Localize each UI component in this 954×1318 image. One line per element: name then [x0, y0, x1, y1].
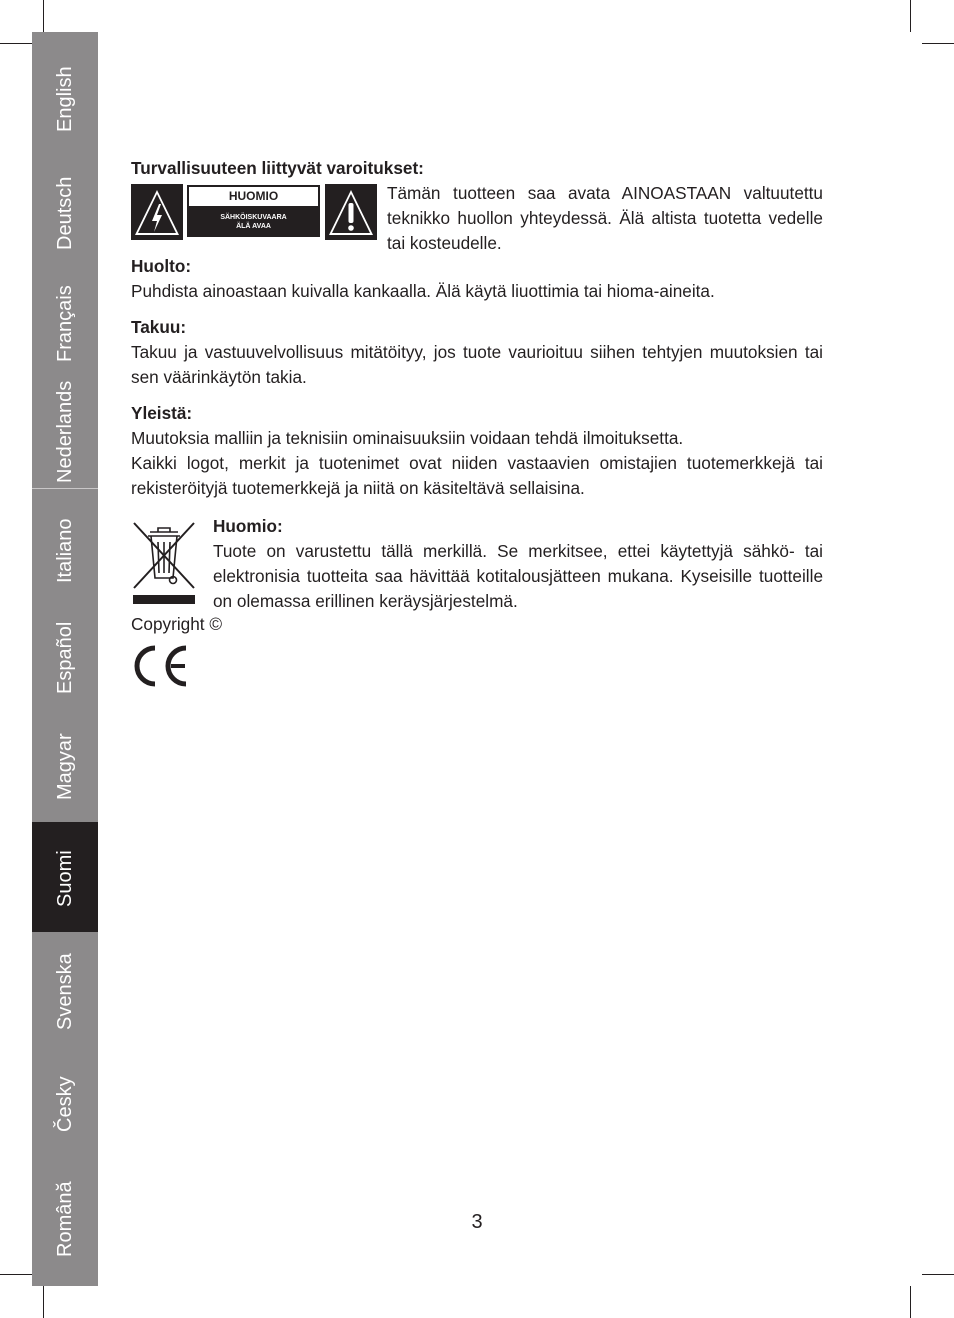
safety-heading: Turvallisuuteen liittyvät varoitukset:	[131, 158, 424, 178]
sidebar-divider	[32, 488, 98, 489]
language-tab-deutsch[interactable]	[32, 141, 98, 255]
notice-text: Tuote on varustettu tällä merkillä. Se merkitsee, ettei käytettyjä sähkö- tai elektronisia tuotteita saa hävittää kotitalousjätteen mukana. Kyseisille tuotteille on olemassa erillinen keräysjärjestelmä.	[213, 541, 823, 611]
language-tab-label: English	[54, 66, 76, 132]
language-tab-label: Español	[54, 621, 76, 694]
language-tab-label: Česky	[54, 1076, 76, 1132]
weee-notice	[131, 514, 823, 614]
language-tab-francais[interactable]	[32, 255, 98, 364]
language-tab-svenska[interactable]	[32, 932, 98, 1042]
language-tab-espanol[interactable]	[32, 595, 98, 709]
general-text-1: Muutoksia malliin ja teknisiin ominaisuuksiin voidaan tehdä ilmoituksetta.	[131, 428, 684, 448]
page-number: 3	[471, 1211, 483, 1233]
crossed-wheelie-bin-icon	[131, 518, 197, 606]
general-text-2: Kaikki logot, merkit ja tuotenimet ovat niiden vastaavien omistajien tuotemerkkejä tai rekisteröityjä tuotemerkkejä ja niitä on käsiteltävä sellaisina.	[131, 453, 823, 498]
language-tab-suomi[interactable]	[32, 822, 98, 932]
crop-mark	[43, 1286, 44, 1318]
maintenance-section	[131, 254, 823, 304]
warning-symbols	[131, 184, 377, 240]
maintenance-text: Puhdista ainoastaan kuivalla kankaalla. Älä käytä liuottimia tai hioma-aineita.	[131, 281, 715, 301]
lightning-warning-icon	[131, 184, 183, 240]
caution-label-line1: SÄHKÖISKUVAARA	[220, 214, 287, 221]
caution-label-line2: ÄLÄ AVAA	[236, 223, 271, 230]
crop-mark	[922, 1274, 954, 1275]
language-tab-english[interactable]	[32, 32, 98, 141]
language-tab-label: Italiano	[54, 518, 76, 583]
weee-text-block	[213, 514, 823, 614]
general-heading: Yleistä:	[131, 403, 193, 423]
manual-page-content	[131, 156, 823, 687]
crop-mark	[910, 1286, 911, 1318]
caution-label	[187, 185, 320, 237]
copyright-text: Copyright ©	[131, 614, 222, 634]
exclamation-warning-icon	[325, 184, 377, 240]
general-section	[131, 401, 823, 501]
crop-mark	[0, 43, 32, 44]
language-tab-label: Magyar	[54, 733, 76, 800]
notice-heading: Huomio:	[213, 516, 283, 536]
language-tab-label: Suomi	[54, 850, 76, 907]
crop-mark	[43, 0, 44, 32]
caution-label-subtitle	[187, 213, 320, 231]
language-tab-nederlands[interactable]	[32, 364, 98, 488]
language-tab-romana[interactable]	[32, 1164, 98, 1286]
language-tab-label: Nederlands	[54, 380, 76, 483]
language-tab-italiano[interactable]	[32, 488, 98, 595]
caution-label-title: HUOMIO	[189, 187, 318, 206]
language-tab-label: Français	[54, 285, 76, 362]
crop-mark	[922, 43, 954, 44]
crop-mark	[910, 0, 911, 32]
maintenance-heading: Huolto:	[131, 256, 192, 276]
warranty-section	[131, 315, 823, 390]
language-sidebar	[32, 32, 98, 1286]
language-tab-label: Svenska	[54, 953, 76, 1030]
language-tab-magyar[interactable]	[32, 709, 98, 822]
language-tab-label: Deutsch	[54, 176, 76, 250]
warranty-text: Takuu ja vastuuvelvollisuus mitätöityy, jos tuote vaurioituu siihen tehtyjen muutoksien tai sen väärinkäytön takia.	[131, 342, 823, 387]
language-tab-cesky[interactable]	[32, 1042, 98, 1164]
safety-warning-row	[131, 156, 823, 252]
warranty-heading: Takuu:	[131, 317, 187, 337]
language-tab-label: Română	[54, 1181, 76, 1257]
crop-mark	[0, 1274, 32, 1275]
ce-mark-icon	[131, 645, 189, 687]
safety-text: Tämän tuotteen saa avata AINOASTAAN valtuutettu teknikko huollon yhteydessä. Älä altista tuotetta vedelle tai kosteudelle.	[387, 183, 823, 253]
